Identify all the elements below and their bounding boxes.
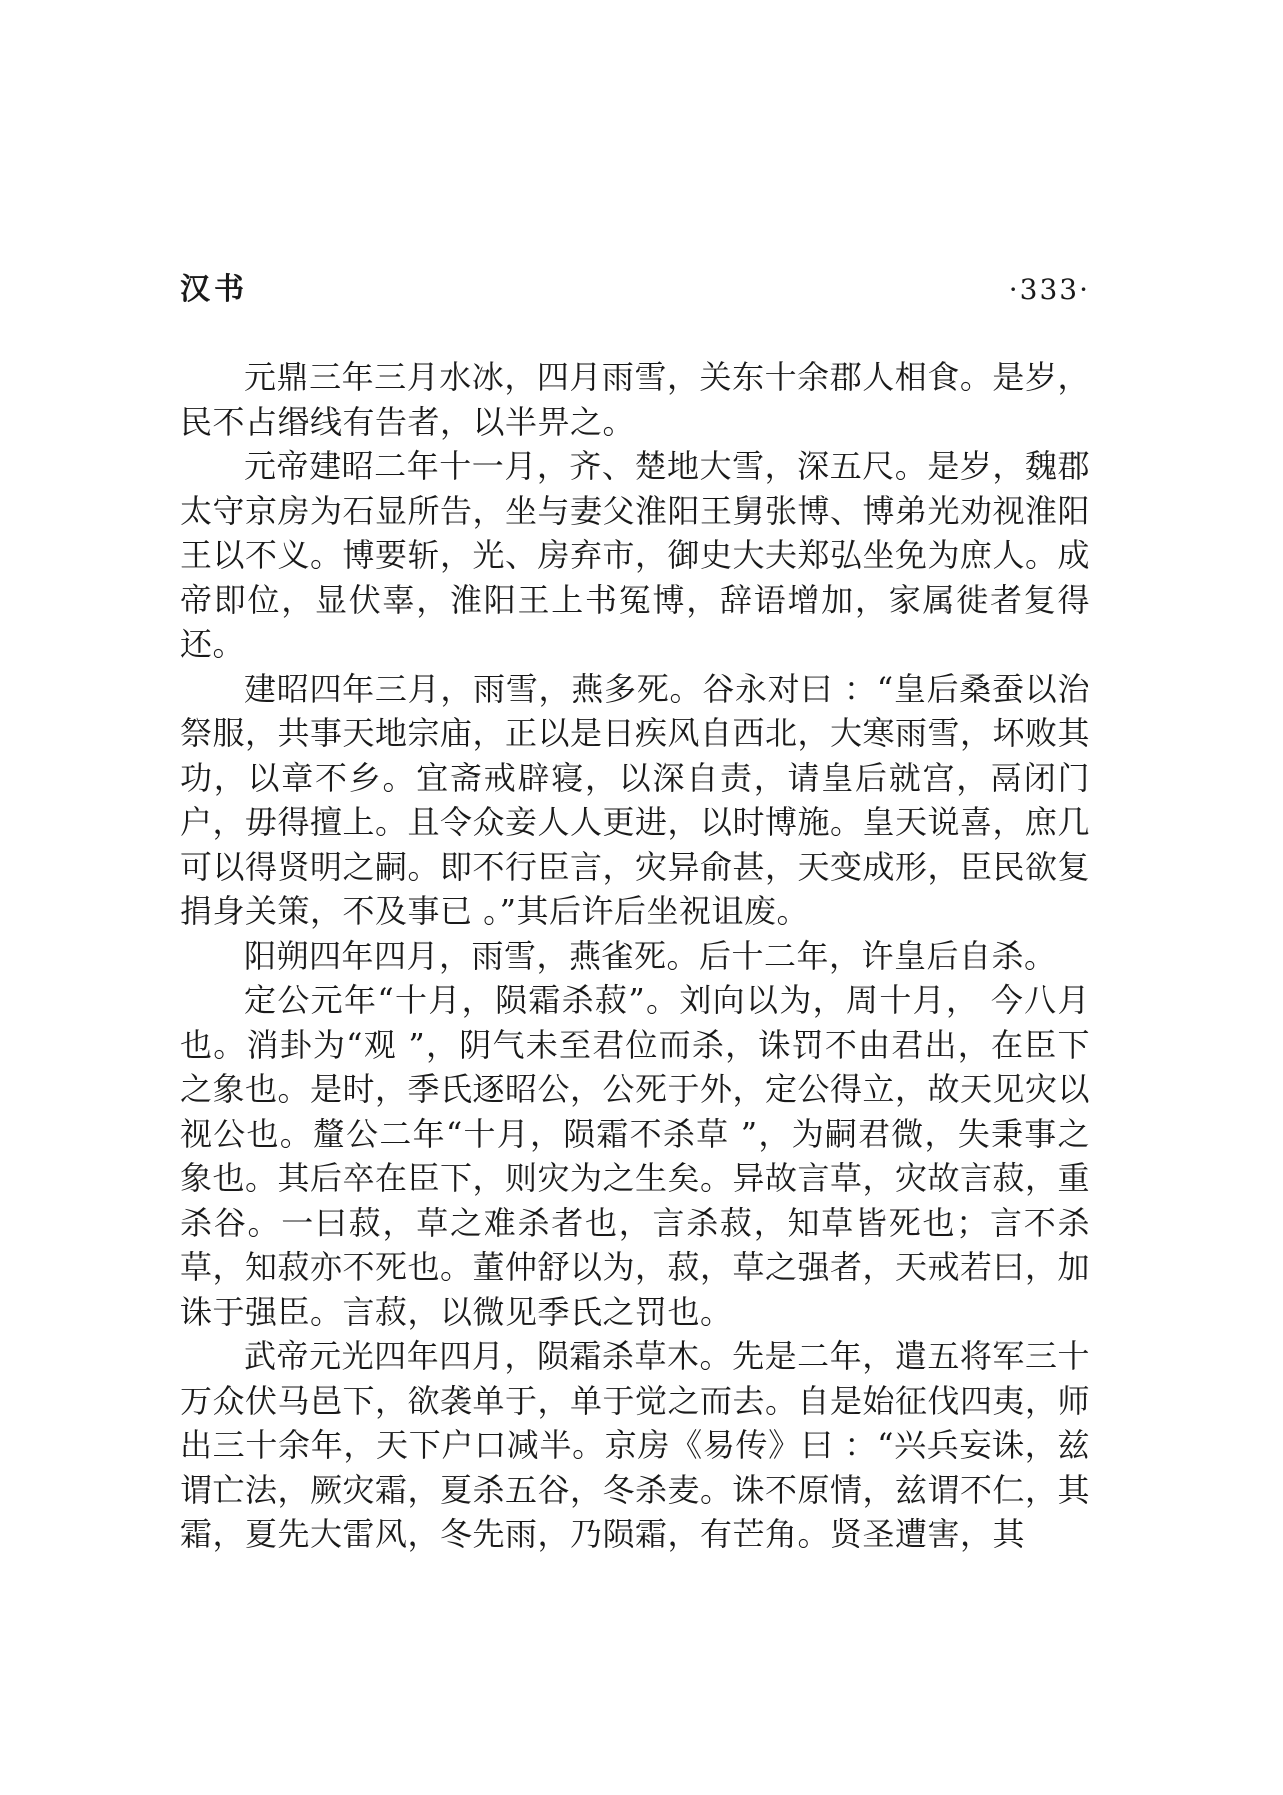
body-text (180, 355, 1090, 1557)
paragraph: 武帝元光四年四月，陨霜杀草木。先是二年，遣五将军三十万众伏马邑下，欲袭单于，单于觉之而去。自是始征伐四夷，师出三十余年，天下户口减半。京房《易传》曰 ：“兴兵妄诛，兹谓亡法，厥灾霜，夏杀五谷，冬杀麦。诛不原情，兹谓不仁，其霜，夏先大雷风，冬先雨，乃陨霜，有芒角。贤圣遭害，其 (180, 1337, 1091, 1553)
paragraph: 元鼎三年三月水冰，四月雨雪，关东十余郡人相食。是岁，民不占缗线有告者，以半畀之。 (180, 358, 1090, 441)
paragraph: 元帝建昭二年十一月，齐、楚地大雪，深五尺。是岁，魏郡太守京房为石显所告，坐与妻父淮阳王舅张博、博弟光劝视淮阳王以不义。博要斩，光、房弃市，御史大夫郑弘坐免为庶人。成帝即位，显伏辜，淮阳王上书冤博，辞语增加，家属徙者复得还。 (180, 447, 1091, 663)
paragraph: 定公元年“十月，陨霜杀菽”。刘向以为，周十月， 今八月也。消卦为“观 ”，阴气未至君位而杀，诛罚不由君出，在臣下之象也。是时，季氏逐昭公，公死于外，定公得立，故天见灾以视公也。釐公二年“十月，陨霜不杀草 ”，为嗣君微，失秉事之象也。其后卒在臣下，则灾为之生矣。异故言草，灾故言菽，重杀谷。一曰菽，草之难杀者也，言杀菽，知草皆死也；言不杀草，知菽亦不死也。董仲舒以为，菽，草之强者，天戒若曰，加诛于强臣。言菽，以微见季氏之罚也。 (180, 981, 1091, 1331)
running-head (180, 270, 1090, 310)
page-number: ·333· (1008, 273, 1090, 306)
book-title: 汉书 (180, 272, 248, 307)
paragraph: 阳朔四年四月，雨雪，燕雀死。后十二年，许皇后自杀。 (244, 936, 1057, 975)
paragraph: 建昭四年三月，雨雪，燕多死。谷永对曰 ：“皇后桑蚕以治祭服，共事天地宗庙，正以是日疾风自西北，大寒雨雪，坏败其功，以章不乡。宜斋戒辟寝，以深自责，请皇后就宫，鬲闭门户，毋得擅上。且令众妾人人更进，以时博施。皇天说喜，庶几可以得贤明之嗣。即不行臣言，灾异俞甚，天变成形，臣民欲复捐身关策，不及事已 。”其后许后坐祝诅废。 (180, 669, 1091, 930)
